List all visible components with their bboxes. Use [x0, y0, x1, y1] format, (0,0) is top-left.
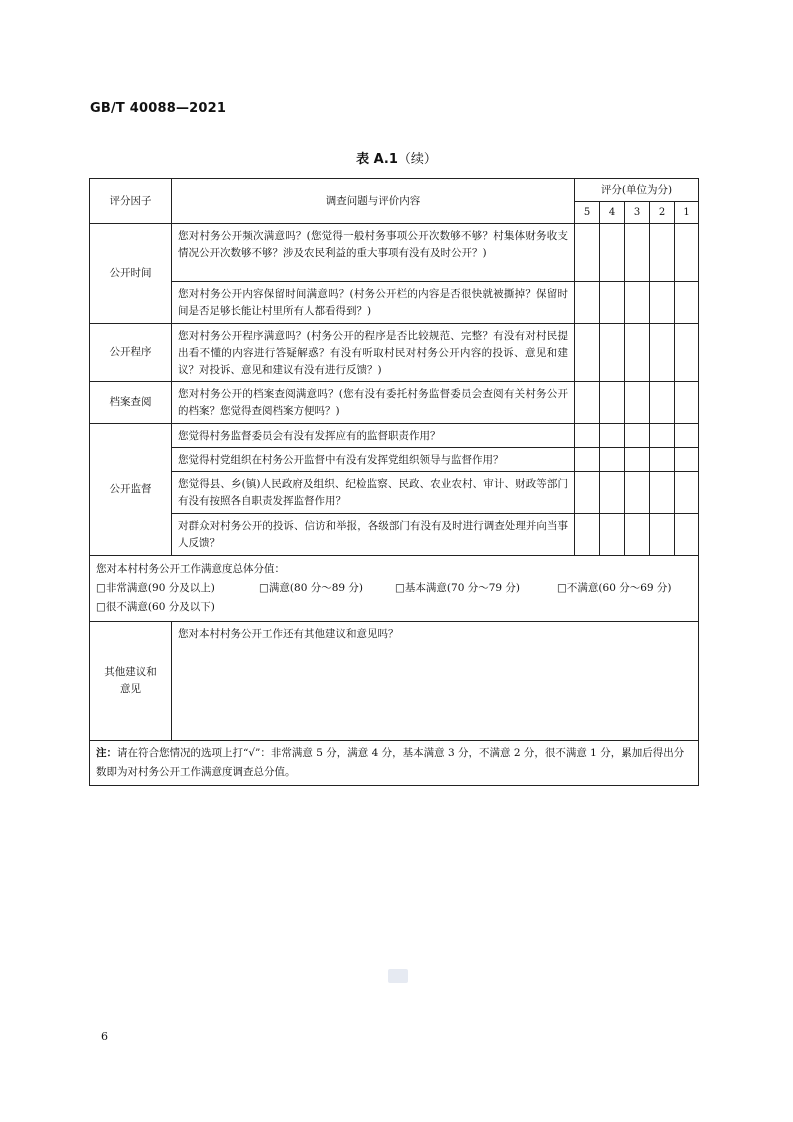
overall-options-line1	[96, 579, 692, 598]
score-cell[interactable]	[600, 448, 625, 472]
score-cell[interactable]	[675, 382, 699, 424]
score-cell[interactable]	[575, 224, 600, 282]
score-header-4: 4	[600, 202, 625, 224]
publisher-logo-icon	[388, 969, 408, 983]
factor-cell: 公开监督	[90, 424, 172, 556]
overall-title: 您对本村村务公开工作满意度总体分值：	[96, 563, 285, 575]
score-cell[interactable]	[650, 472, 675, 514]
question-cell: 您对村务公开频次满意吗？(您觉得一般村务事项公开次数够不够？村集体财务收支情况公开次数够不够？涉及农民利益的重大事项有没有及时公开？)	[172, 224, 575, 282]
score-cell[interactable]	[600, 324, 625, 382]
factor-cell: 公开程序	[90, 324, 172, 382]
score-header-5: 5	[575, 202, 600, 224]
survey-table	[89, 178, 699, 786]
factor-cell: 公开时间	[90, 224, 172, 324]
score-cell[interactable]	[625, 224, 650, 282]
score-cell[interactable]	[650, 448, 675, 472]
score-cell[interactable]	[625, 424, 650, 448]
score-cell[interactable]	[675, 448, 699, 472]
question-cell: 您觉得村党组织在村务公开监督中有没有发挥党组织领导与监督作用？	[172, 448, 575, 472]
question-cell: 您对村务公开程序满意吗？(村务公开的程序是否比较规范、完整？有没有对村民提出看不懂的内容进行答疑解惑？有没有听取村民对村务公开内容的投诉、意见和建议？对投诉、意见和建议有没有进行反馈？)	[172, 324, 575, 382]
score-cell[interactable]	[600, 282, 625, 324]
suggestions-question: 您对本村村务公开工作还有其他建议和意见吗？	[178, 628, 399, 640]
score-cell[interactable]	[575, 424, 600, 448]
score-cell[interactable]	[625, 514, 650, 556]
score-cell[interactable]	[575, 472, 600, 514]
score-cell[interactable]	[575, 382, 600, 424]
score-cell[interactable]	[650, 514, 675, 556]
score-cell[interactable]	[600, 424, 625, 448]
score-cell[interactable]	[600, 382, 625, 424]
header-question: 调查问题与评价内容	[172, 179, 575, 224]
score-cell[interactable]	[650, 382, 675, 424]
option-satisfied[interactable]: □满意(80 分～89 分)	[259, 582, 364, 594]
overall-score-section	[90, 556, 699, 622]
option-very-satisfied[interactable]: □非常满意(90 分及以上)	[96, 582, 215, 594]
score-cell[interactable]	[600, 472, 625, 514]
score-cell[interactable]	[675, 472, 699, 514]
table-title	[0, 148, 793, 167]
question-cell: 您对村务公开的档案查阅满意吗？(您有没有委托村务监督委员会查阅有关村务公开的档案？您觉得查阅档案方便吗？)	[172, 382, 575, 424]
score-cell[interactable]	[625, 382, 650, 424]
score-cell[interactable]	[675, 224, 699, 282]
note-label: 注：	[96, 747, 117, 759]
score-cell[interactable]	[625, 282, 650, 324]
score-header-2: 2	[650, 202, 675, 224]
score-cell[interactable]	[600, 514, 625, 556]
standard-code: GB/T 40088—2021	[90, 101, 227, 116]
score-header-3: 3	[625, 202, 650, 224]
note-text: 请在符合您情况的选项上打“√”：非常满意 5 分，满意 4 分，基本满意 3 分，不满意 2 分，很不满意 1 分，累加后得出分数即为对村务公开工作满意度调查总分值。	[96, 747, 685, 778]
page-number: 6	[101, 1030, 108, 1043]
suggestions-cell[interactable]	[172, 622, 699, 741]
option-very-dissatisfied[interactable]: □很不满意(60 分及以下)	[96, 601, 215, 613]
score-cell[interactable]	[675, 424, 699, 448]
score-cell[interactable]	[575, 514, 600, 556]
score-cell[interactable]	[675, 324, 699, 382]
factor-cell: 档案查阅	[90, 382, 172, 424]
score-cell[interactable]	[650, 324, 675, 382]
header-score: 评分(单位为分)	[575, 179, 699, 202]
score-cell[interactable]	[625, 472, 650, 514]
score-cell[interactable]	[625, 448, 650, 472]
score-cell[interactable]	[650, 282, 675, 324]
question-cell: 您觉得县、乡(镇)人民政府及组织、纪检监察、民政、农业农村、审计、财政等部门有没有按照各自职责发挥监督作用？	[172, 472, 575, 514]
score-cell[interactable]	[575, 282, 600, 324]
score-cell[interactable]	[625, 324, 650, 382]
overall-options-line2	[96, 598, 692, 617]
score-cell[interactable]	[675, 514, 699, 556]
option-basically-satisfied[interactable]: □基本满意(70 分～79 分)	[395, 582, 521, 594]
score-cell[interactable]	[600, 224, 625, 282]
score-cell[interactable]	[650, 424, 675, 448]
table-title-continued: （续）	[397, 152, 437, 167]
option-dissatisfied[interactable]: □不满意(60 分～69 分)	[557, 582, 672, 594]
note-section	[90, 741, 699, 786]
question-cell: 对群众对村务公开的投诉、信访和举报，各级部门有没有及时进行调查处理并向当事人反馈？	[172, 514, 575, 556]
question-cell: 您对村务公开内容保留时间满意吗？(村务公开栏的内容是否很快就被撕掉？保留时间是否足够长能让村里所有人都看得到？)	[172, 282, 575, 324]
score-cell[interactable]	[675, 282, 699, 324]
score-cell[interactable]	[575, 324, 600, 382]
score-header-1: 1	[675, 202, 699, 224]
suggestions-label: 其他建议和意见	[90, 622, 172, 741]
score-cell[interactable]	[575, 448, 600, 472]
table-title-number: 表 A.1	[356, 152, 398, 167]
score-cell[interactable]	[650, 224, 675, 282]
header-factor: 评分因子	[90, 179, 172, 224]
question-cell: 您觉得村务监督委员会有没有发挥应有的监督职责作用？	[172, 424, 575, 448]
